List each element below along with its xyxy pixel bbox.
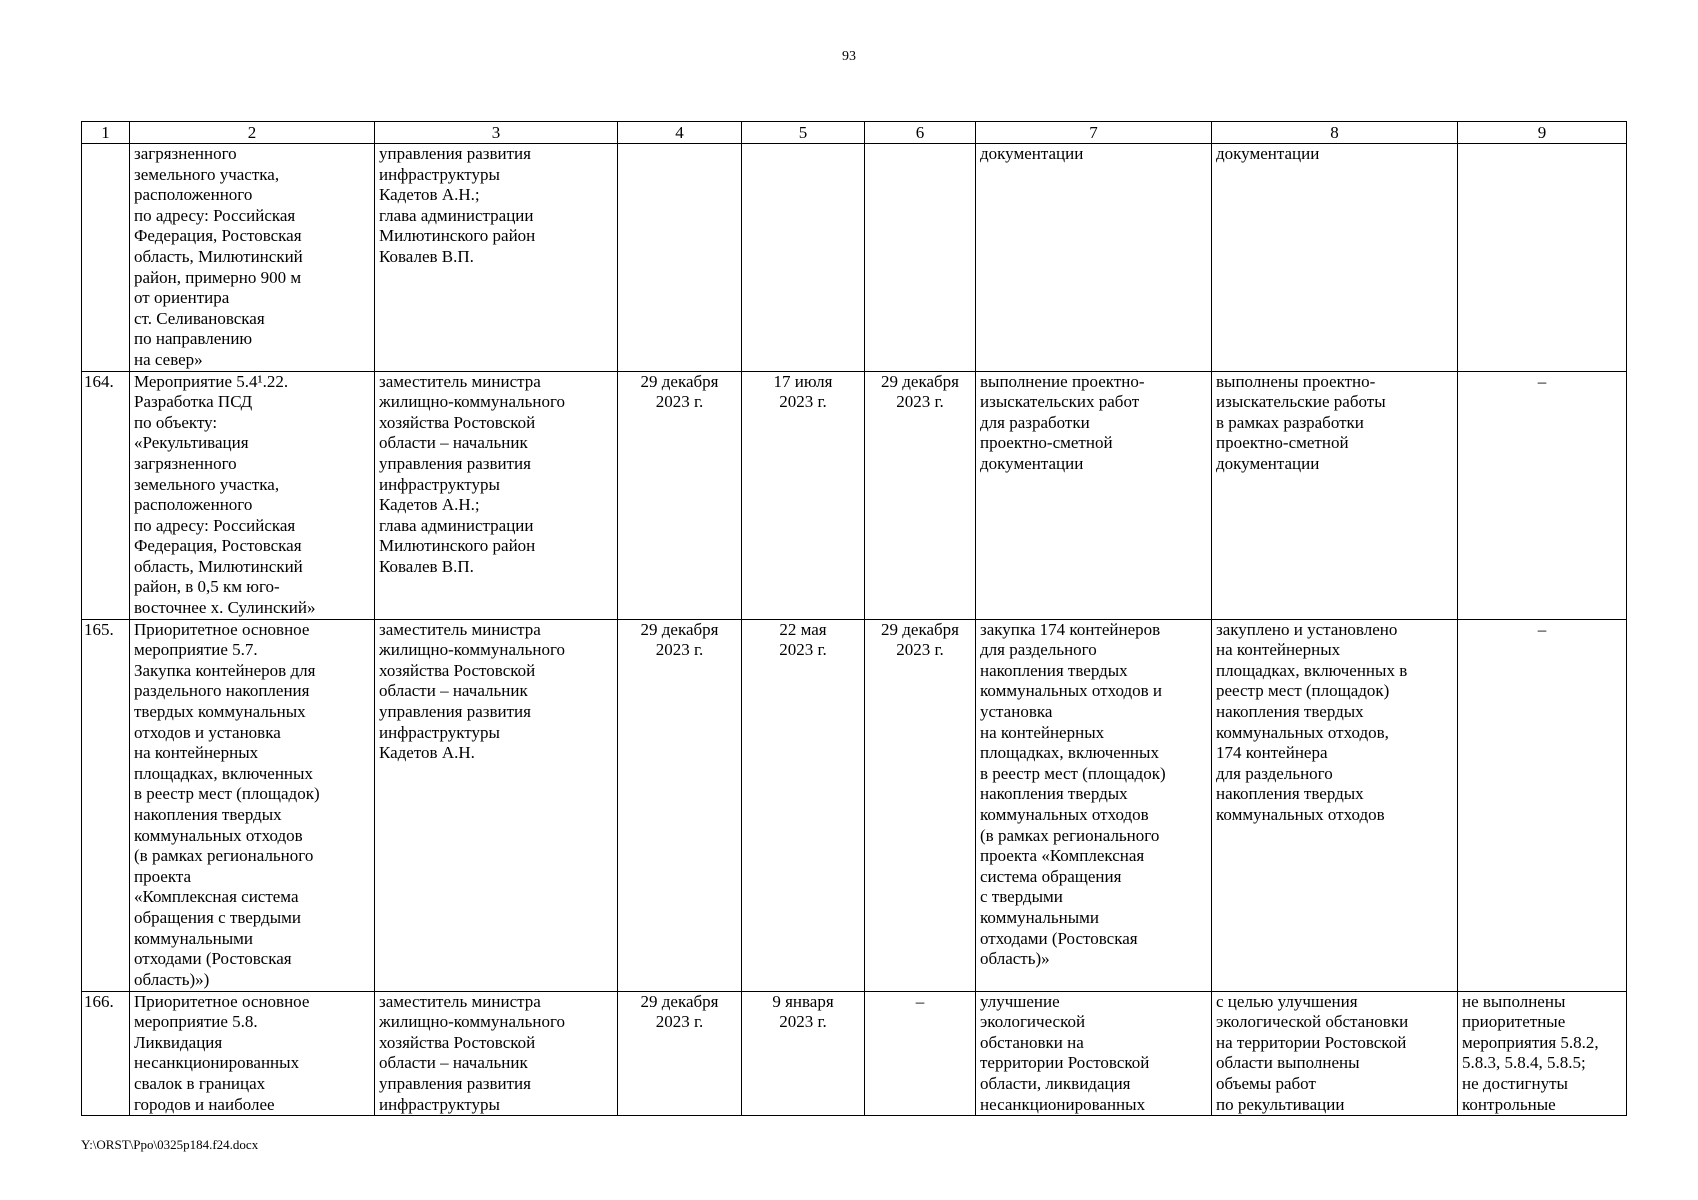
problems-cell: – [1458,619,1627,991]
table-header-row [82,122,1627,144]
event-name-cell: Приоритетное основное мероприятие 5.7. Закупка контейнеров для раздельного накопления твердых коммунальных отходов и установка на контейнерных площадках, включенных в реестр мест (площадок) накопления твердых коммунальных отходов (в рамках регионального проекта «Комплексная система обращения с твердыми коммунальными отходами (Ростовская область)») [130,619,375,991]
table-row [82,991,1627,1116]
responsible-cell: заместитель министра жилищно-коммунального хозяйства Ростовской области – начальник управления развития инфраструктуры [375,991,618,1116]
page-number: 93 [842,49,856,64]
actual-result-cell: закуплено и установлено на контейнерных площадках, включенных в реестр мест (площадок) накопления твердых коммунальных отходов, 174 контейнера для раздельного накопления твердых коммунальных отходов [1212,619,1458,991]
problems-cell: – [1458,371,1627,619]
start-date-cell [742,144,865,372]
row-number [82,144,130,372]
planned-date-cell: 29 декабря 2023 г. [618,991,742,1116]
start-date-cell: 9 января 2023 г. [742,991,865,1116]
column-header: 8 [1212,122,1458,144]
column-header: 5 [742,122,865,144]
column-header: 1 [82,122,130,144]
row-number: 164. [82,371,130,619]
end-date-cell: – [865,991,976,1116]
table-row [82,144,1627,372]
actual-result-cell: документации [1212,144,1458,372]
responsible-cell: управления развития инфраструктуры Кадетов А.Н.; глава администрации Милютинского район Ковалев В.П. [375,144,618,372]
column-header: 2 [130,122,375,144]
expected-result-cell: выполнение проектно- изыскательских работ для разработки проектно-сметной документации [976,371,1212,619]
table-row [82,619,1627,991]
start-date-cell: 17 июля 2023 г. [742,371,865,619]
table-row [82,371,1627,619]
problems-cell: не выполнены приоритетные мероприятия 5.8.2, 5.8.3, 5.8.4, 5.8.5; не достигнуты контрольные [1458,991,1627,1116]
responsible-cell: заместитель министра жилищно-коммунального хозяйства Ростовской области – начальник управления развития инфраструктуры Кадетов А.Н. [375,619,618,991]
end-date-cell: 29 декабря 2023 г. [865,619,976,991]
row-number: 165. [82,619,130,991]
column-header: 4 [618,122,742,144]
planned-date-cell: 29 декабря 2023 г. [618,371,742,619]
column-header: 6 [865,122,976,144]
column-header: 3 [375,122,618,144]
expected-result-cell: документации [976,144,1212,372]
row-number: 166. [82,991,130,1116]
start-date-cell: 22 мая 2023 г. [742,619,865,991]
expected-result-cell: улучшение экологической обстановки на территории Ростовской области, ликвидация несанкционированных [976,991,1212,1116]
problems-cell [1458,144,1627,372]
responsible-cell: заместитель министра жилищно-коммунального хозяйства Ростовской области – начальник управления развития инфраструктуры Кадетов А.Н.; глава администрации Милютинского район Ковалев В.П. [375,371,618,619]
actual-result-cell: с целью улучшения экологической обстановки на территории Ростовской области выполнены объемы работ по рекультивации [1212,991,1458,1116]
end-date-cell: 29 декабря 2023 г. [865,371,976,619]
event-name-cell: Приоритетное основное мероприятие 5.8. Ликвидация несанкционированных свалок в границах городов и наиболее [130,991,375,1116]
column-header: 7 [976,122,1212,144]
report-table [81,121,1627,1116]
event-name-cell: загрязненного земельного участка, расположенного по адресу: Российская Федерация, Ростовская область, Милютинский район, примерно 900 м от ориентира ст. Селивановская по направлению на север» [130,144,375,372]
event-name-cell: Мероприятие 5.4¹.22. Разработка ПСД по объекту: «Рекультивация загрязненного земельного участка, расположенного по адресу: Российская Федерация, Ростовская область, Милютинский район, в 0,5 км юго- восточнее х. Сулинский» [130,371,375,619]
planned-date-cell [618,144,742,372]
planned-date-cell: 29 декабря 2023 г. [618,619,742,991]
end-date-cell [865,144,976,372]
column-header: 9 [1458,122,1627,144]
actual-result-cell: выполнены проектно- изыскательские работы в рамках разработки проектно-сметной документации [1212,371,1458,619]
file-path-footer: Y:\ORST\Ppo\0325p184.f24.docx [81,1137,259,1152]
expected-result-cell: закупка 174 контейнеров для раздельного накопления твердых коммунальных отходов и установка на контейнерных площадках, включенных в реестр мест (площадок) накопления твердых коммунальных отходов (в рамках регионального проекта «Комплексная система обращения с твердыми коммунальными отходами (Ростовская область)» [976,619,1212,991]
